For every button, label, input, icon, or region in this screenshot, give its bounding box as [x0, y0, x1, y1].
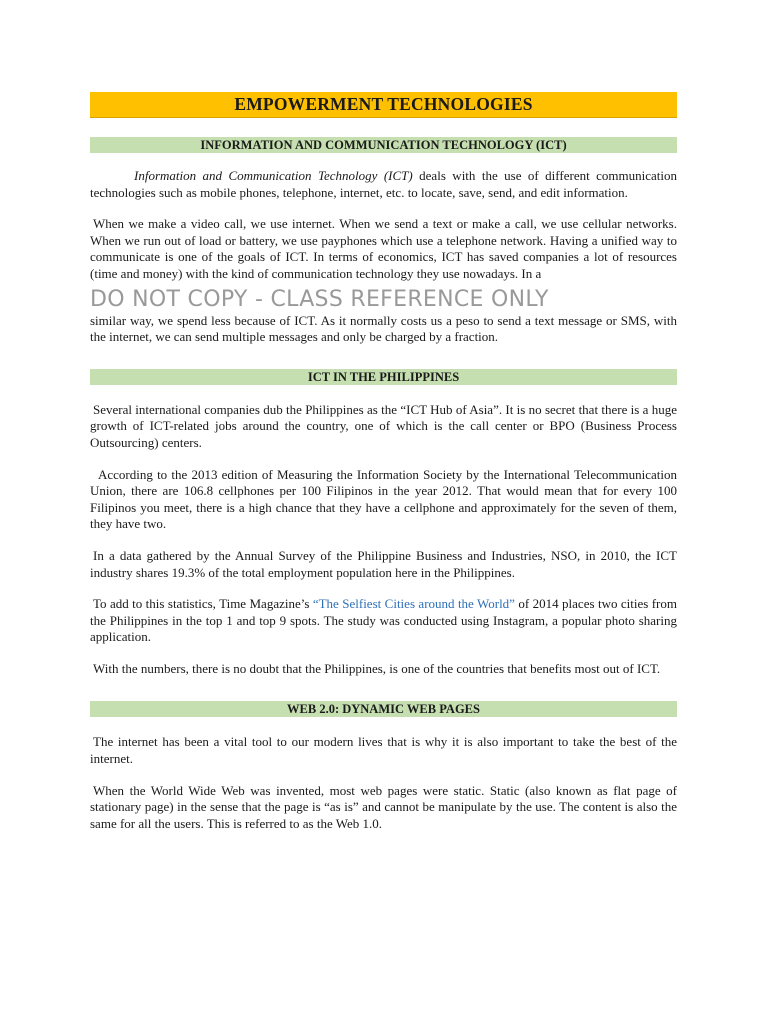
- paragraph-ict-definition: Information and Communication Technology (ICT) deals with the use of different communication technologies such as mobile phones, telephone, internet, etc. to locate, save, send, and edit information.: [90, 168, 677, 200]
- paragraph-cellphone-stats: According to the 2013 edition of Measuring the Information Society by the International Telecommunication Union, there are 106.8 cellphones per 100 Filipinos in the year 2012. That would mean that for every 100 Filipinos you meet, there is a high chance that they have a cellphone and approximately for the seven of them, they have two.: [90, 466, 677, 532]
- watermark-text: DO NOT COPY - CLASS REFERENCE ONLY: [90, 286, 549, 312]
- paragraph-internet-tool: The internet has been a vital tool to our modern lives that is why it is also important to take the best of the internet.: [90, 734, 677, 767]
- paragraph-web1-static: When the World Wide Web was invented, most web pages were static. Static (also known as flat page of stationary page) in the sense that the page is “as is” and cannot be manipulate by the use. The content is also the same for all the users. This is referred to as the Web 1.0.: [90, 782, 677, 831]
- paragraph-employment-share: In a data gathered by the Annual Survey of the Philippine Business and Industries, NSO, in 2010, the ICT industry shares 19.3% of the total employment population here in the Philippines.: [90, 547, 677, 580]
- section-heading-web2: WEB 2.0: DYNAMIC WEB PAGES: [90, 701, 677, 717]
- document-title: EMPOWERMENT TECHNOLOGIES: [90, 92, 677, 118]
- term-ict: Information and Communication Technology (ICT): [134, 168, 413, 183]
- document-page: [90, 92, 677, 832]
- paragraph-selfiest-cities: To add to this statistics, Time Magazine’s “The Selfiest Cities around the World” of 2014 places two cities from the Philippines in the top 1 and top 9 spots. The study was conducted using Instagram, a popular photo sharing application.: [90, 596, 677, 645]
- paragraph-ict-savings: similar way, we spend less because of ICT. As it normally costs us a peso to send a text message or SMS, with the internet, we can send multiple messages and only be charged by a fraction.: [90, 312, 677, 345]
- section-heading-philippines: ICT IN THE PHILIPPINES: [90, 369, 677, 385]
- paragraph-ict-usage: When we make a video call, we use internet. When we send a text or make a call, we use cellular networks. When we run out of load or battery, we use payphones which use a telephone network. Having a unified way to communicate is one of the goals of ICT. In terms of economics, ICT has saved companies a lot of resources (time and money) with the kind of communication technology they use nowadays. In a: [90, 216, 677, 281]
- paragraph-ict-hub: Several international companies dub the Philippines as the “ICT Hub of Asia”. It is no secret that there is a huge growth of ICT-related jobs around the country, one of which is the call center or BPO (Business Process Outsourcing) centers.: [90, 401, 677, 450]
- selfiest-cities-link[interactable]: “The Selfiest Cities around the World”: [312, 596, 515, 612]
- section-heading-ict: INFORMATION AND COMMUNICATION TECHNOLOGY (ICT): [90, 137, 677, 153]
- paragraph-conclusion: With the numbers, there is no doubt that the Philippines, is one of the countries that benefits most out of ICT.: [93, 660, 661, 676]
